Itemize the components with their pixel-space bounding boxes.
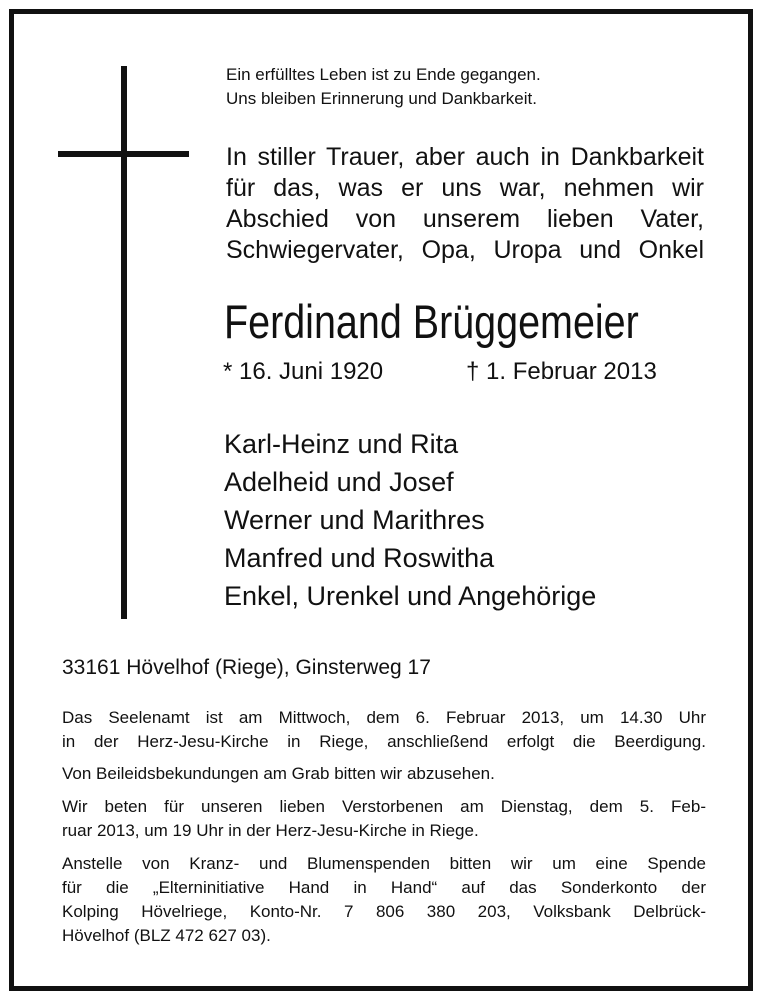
cross-icon <box>121 66 127 619</box>
donation-line-3: Kolping Hövelriege, Konto-Nr. 7 806 380 203, Volksbank Delbrück- <box>62 902 706 921</box>
family-line-2: Adelheid und Josef <box>224 467 454 497</box>
family-line-3: Werner und Marithres <box>224 505 485 535</box>
death-date: † 1. Februar 2013 <box>466 358 657 385</box>
family-line-1: Karl-Heinz und Rita <box>224 429 459 459</box>
requiem-line-2: in der Herz-Jesu-Kirche in Riege, anschließend erfolgt die Beerdigung. <box>62 732 706 751</box>
family-line-5: Enkel, Urenkel und Angehörige <box>224 581 597 611</box>
condolences-text: Von Beileidsbekundungen am Grab bitten wir abzusehen. <box>62 764 495 783</box>
prayer-line-2: ruar 2013, um 19 Uhr in der Herz-Jesu-Kirche in Riege. <box>62 821 479 840</box>
mourning-line-2: für das, was er uns war, nehmen wir <box>226 174 704 202</box>
address: 33161 Hövelhof (Riege), Ginsterweg 17 <box>62 656 431 679</box>
birth-date: * 16. Juni 1920 <box>223 358 384 385</box>
donation-line-2: für die „Elterninitiative Hand in Hand“ auf das Sonderkonto der <box>62 878 706 897</box>
donation-line-1: Anstelle von Kranz- und Blumenspenden bitten wir um eine Spende <box>62 854 706 873</box>
prayer-line-1: Wir beten für unseren lieben Verstorbenen am Dienstag, dem 5. Feb- <box>62 797 706 816</box>
donation-line-4: Hövelhof (BLZ 472 627 03). <box>62 926 271 945</box>
cross-icon-bar <box>58 151 189 157</box>
deceased-name: Ferdinand Brüggemeier <box>224 295 639 348</box>
mourning-line-4: Schwiegervater, Opa, Uropa und Onkel <box>226 236 704 264</box>
mourning-line-1: In stiller Trauer, aber auch in Dankbarkeit <box>226 143 704 171</box>
family-line-4: Manfred und Roswitha <box>224 543 495 573</box>
requiem-line-1: Das Seelenamt ist am Mittwoch, dem 6. Februar 2013, um 14.30 Uhr <box>62 708 706 727</box>
intro-line-2: Uns bleiben Erinnerung und Dankbarkeit. <box>226 89 537 108</box>
obituary-frame <box>9 9 753 991</box>
intro-line-1: Ein erfülltes Leben ist zu Ende gegangen. <box>226 65 541 84</box>
mourning-line-3: Abschied von unserem lieben Vater, <box>226 205 704 233</box>
